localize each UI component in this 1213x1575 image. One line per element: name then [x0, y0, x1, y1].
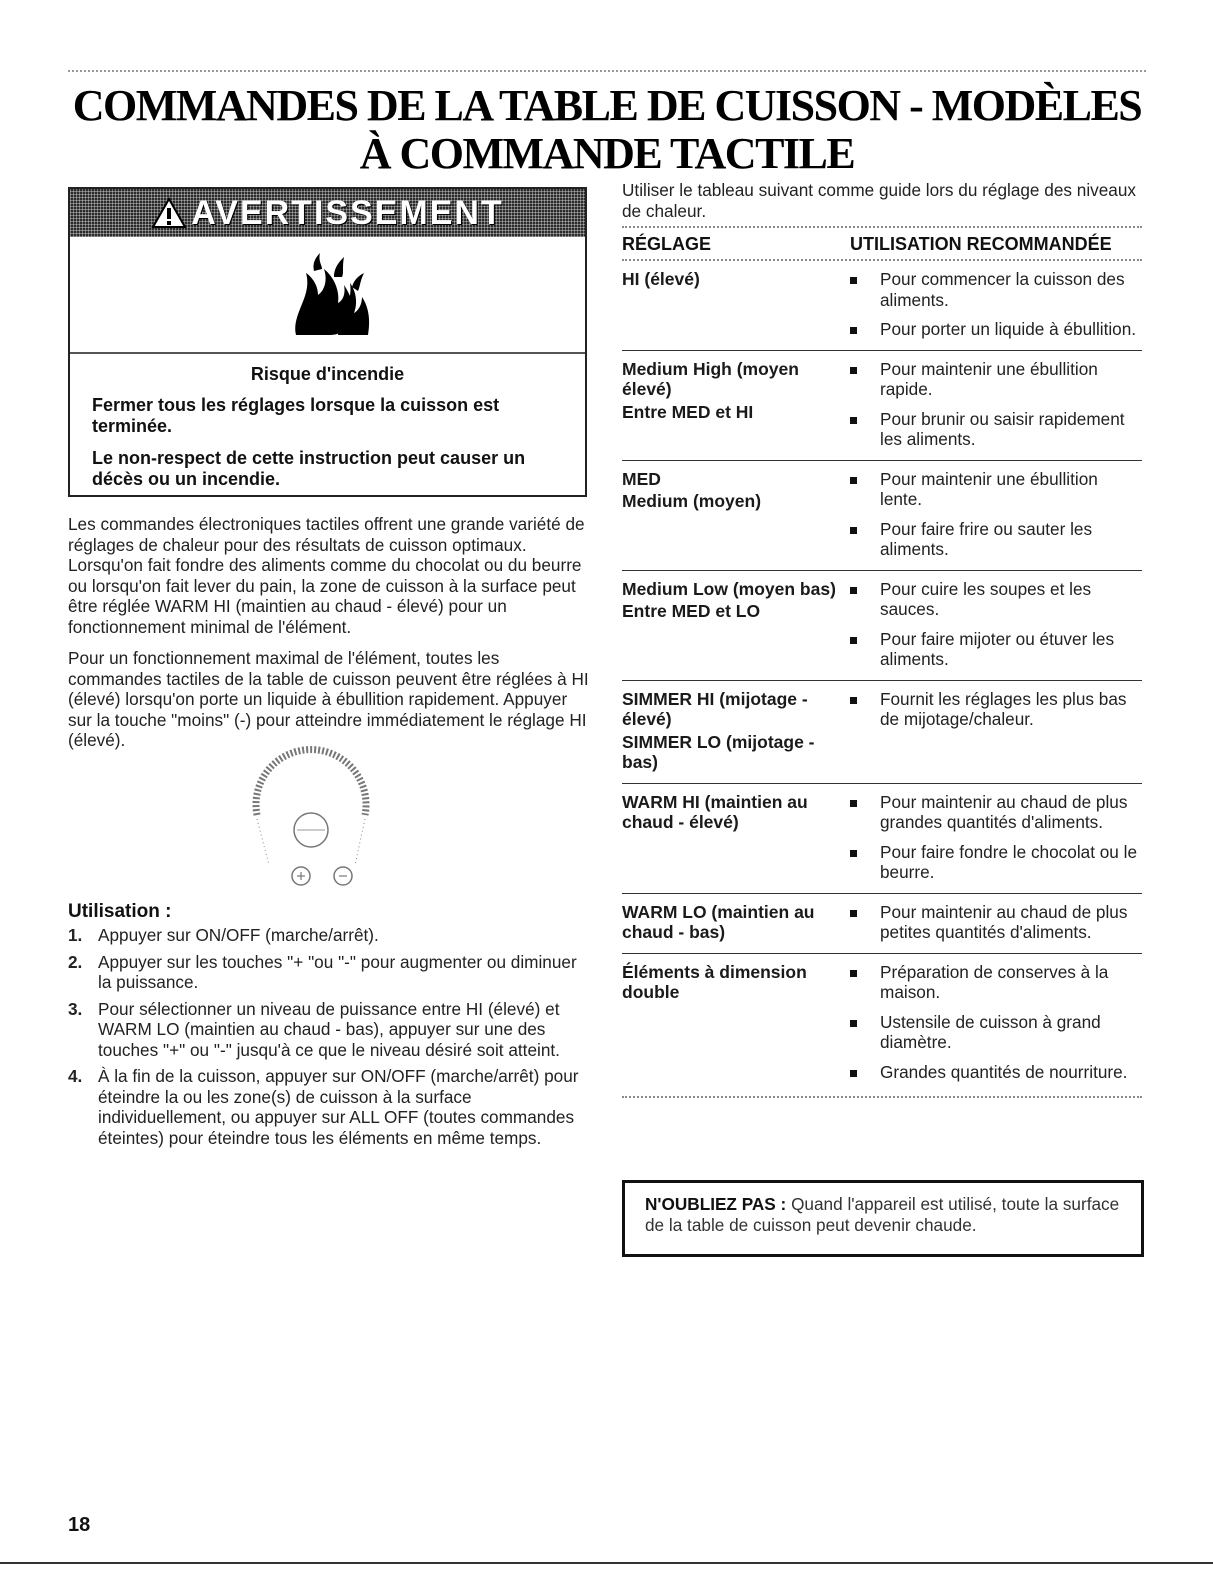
usage-step: 2. Appuyer sur les touches "+ "ou "-" pour augmenter ou diminuer la puissance.: [68, 951, 577, 992]
fire-pictogram-area: [70, 237, 585, 354]
bottom-rule: [0, 1562, 1213, 1564]
use-bullet: [850, 792, 1142, 833]
bullet-square-icon: [850, 269, 880, 310]
use-text: Grandes quantités de nourriture.: [880, 1061, 1128, 1082]
bullet-square-icon: [850, 962, 880, 1003]
use-bullet: [850, 842, 1142, 883]
use-cell: [850, 962, 1142, 1083]
use-bullet: [850, 269, 1142, 310]
setting-label: Medium Low (moyen bas): [622, 578, 836, 599]
note-text: Quand l'appareil est utilisé, toute la surface de la table de cuisson peut devenir chaude.: [645, 1194, 1120, 1235]
use-bullet: [850, 519, 1142, 560]
alert-triangle-icon: [151, 197, 187, 229]
use-bullet: [850, 1062, 1142, 1083]
use-text: Pour faire mijoter ou étuver les aliments.: [880, 628, 1115, 669]
page-title: COMMANDES DE LA TABLE DE CUISSON - MODÈLES À COMMANDE TACTILE: [72, 81, 1142, 178]
usage-step: 3. Pour sélectionner un niveau de puissance entre HI (élevé) et WARM LO (maintien au chaud - bas), appuyer sur une des touches "+" ou "-" jusqu'à ce que le niveau désiré soit atteint.: [68, 998, 560, 1060]
column-header-setting: RÉGLAGE: [622, 234, 712, 254]
use-cell: [850, 689, 1142, 773]
setting-label: Medium (moyen): [622, 491, 762, 511]
bullet-square-icon: [850, 579, 880, 620]
table-row: [622, 570, 1142, 680]
bullet-square-icon: [850, 842, 880, 883]
setting-label: SIMMER LO (mijotage - bas): [622, 731, 815, 772]
use-text: Ustensile de cuisson à grand diamètre.: [880, 1011, 1101, 1052]
bullet-square-icon: [850, 792, 880, 833]
use-cell: [850, 269, 1142, 340]
use-text: Pour faire fondre le chocolat ou le beurre.: [880, 841, 1138, 882]
setting-label: HI (élevé): [622, 269, 700, 289]
setting-label: Entre MED et LO: [622, 601, 761, 621]
table-row: [622, 783, 1142, 893]
use-bullet: [850, 359, 1142, 400]
use-text: Pour maintenir une ébullition rapide.: [880, 358, 1098, 399]
setting-label: Éléments à dimension double: [622, 961, 807, 1002]
fire-icon: [278, 247, 378, 342]
setting-label: WARM LO (maintien au chaud - bas): [622, 901, 815, 942]
usage-step: 4. À la fin de la cuisson, appuyer sur ON/OFF (marche/arrêt) pour éteindre la ou les zone(s) de cuisson à la surface individuellement, ou appuyer sur ALL OFF (toutes commandes éteintes) pour éteindre tous les éléments en même temps.: [68, 1066, 579, 1148]
setting-cell: [622, 579, 850, 670]
use-bullet: [850, 1012, 1142, 1053]
use-text: Pour cuire les soupes et les sauces.: [880, 578, 1092, 619]
setting-label: MED: [622, 468, 661, 489]
warning-header: [70, 189, 585, 237]
use-bullet: [850, 409, 1142, 450]
use-bullet: [850, 319, 1142, 340]
risk-label: Risque d'incendie: [250, 364, 405, 384]
intro-paragraph: Les commandes électroniques tactiles offrent une grande variété de réglages de chaleur pour des résultats de cuisson optimaux. Lorsqu'on fait fondre des aliments comme du chocolat ou du beurre ou lorsqu'on fait lever du pain, la zone de cuisson à la surface peut être réglée WARM HI (maintien au chaud - élevé) pour un fonctionnement minimal de l'élément.: [68, 514, 585, 637]
setting-cell: [622, 359, 850, 450]
bullet-square-icon: [850, 629, 880, 670]
table-row: [622, 350, 1142, 460]
setting-label: WARM HI (maintien au chaud - élevé): [622, 791, 808, 832]
table-row: [622, 261, 1142, 350]
use-cell: [850, 359, 1142, 450]
use-text: Pour maintenir au chaud de plus petites quantités d'aliments.: [880, 901, 1128, 942]
use-text: Pour porter un liquide à ébullition.: [880, 319, 1137, 339]
bullet-square-icon: [850, 319, 880, 340]
bullet-square-icon: [850, 409, 880, 450]
setting-cell: [622, 469, 850, 560]
use-cell: [850, 792, 1142, 883]
table-row: [622, 460, 1142, 570]
setting-cell: [622, 792, 850, 883]
setting-label: Medium High (moyen élevé): [622, 358, 799, 399]
setting-label: SIMMER HI (mijotage - élevé): [622, 688, 808, 729]
bullet-square-icon: [850, 359, 880, 400]
use-bullet: [850, 579, 1142, 620]
column-header-use: UTILISATION RECOMMANDÉE: [850, 234, 1112, 254]
use-text: Préparation de conserves à la maison.: [880, 961, 1109, 1002]
bullet-square-icon: [850, 689, 880, 730]
use-cell: [850, 579, 1142, 670]
table-intro: Utiliser le tableau suivant comme guide lors du réglage des niveaux de chaleur.: [622, 180, 1136, 221]
use-text: Pour maintenir une ébullition lente.: [880, 468, 1098, 509]
bullet-square-icon: [850, 902, 880, 943]
use-bullet: [850, 469, 1142, 510]
bullet-square-icon: [850, 1062, 880, 1083]
warning-body: [70, 354, 585, 490]
setting-cell: [622, 902, 850, 943]
bullet-square-icon: [850, 1012, 880, 1053]
use-bullet: [850, 902, 1142, 943]
setting-cell: [622, 269, 850, 340]
use-text: Pour maintenir au chaud de plus grandes quantités d'aliments.: [880, 791, 1128, 832]
top-dotted-rule: [68, 70, 1146, 72]
use-text: Pour faire frire ou sauter les aliments.: [880, 518, 1093, 559]
heat-settings-table: [622, 226, 1142, 1098]
table-row: [622, 953, 1142, 1093]
use-text: Pour commencer la cuisson des aliments.: [880, 269, 1125, 310]
use-text: Fournit les réglages les plus bas de mijotage/chaleur.: [880, 688, 1127, 729]
warning-box: [68, 187, 587, 497]
setting-cell: [622, 689, 850, 773]
max-power-paragraph: Pour un fonctionnement maximal de l'élément, toutes les commandes tactiles de la table de cuisson peuvent être réglées à HI (élevé) lorsqu'on porte un liquide à ébullition rapidement. Appuyer sur la touche "moins" (-) pour atteindre immédiatement le réglage HI (élevé).: [68, 648, 589, 750]
page-number: 18: [68, 1514, 91, 1536]
warning-title: AVERTISSEMENT: [191, 193, 504, 232]
setting-label: Entre MED et HI: [622, 401, 754, 422]
use-cell: [850, 469, 1142, 560]
warning-instruction: Fermer tous les réglages lorsque la cuisson est terminée.: [92, 395, 500, 436]
setting-cell: [622, 962, 850, 1083]
usage-heading: Utilisation :: [68, 901, 172, 922]
reminder-note: [622, 1180, 1144, 1257]
use-bullet: [850, 689, 1142, 730]
table-row: [622, 680, 1142, 783]
bullet-square-icon: [850, 519, 880, 560]
use-cell: [850, 902, 1142, 943]
touch-control-dial-illustration: [245, 745, 375, 895]
bullet-square-icon: [850, 469, 880, 510]
use-bullet: [850, 629, 1142, 670]
table-header: [622, 228, 1142, 259]
usage-step: 1. Appuyer sur ON/OFF (marche/arrêt).: [68, 925, 379, 945]
use-bullet: [850, 962, 1142, 1003]
note-label: N'OUBLIEZ PAS :: [645, 1194, 787, 1214]
warning-consequence: Le non-respect de cette instruction peut causer un décès ou un incendie.: [92, 448, 526, 489]
use-text: Pour brunir ou saisir rapidement les aliments.: [880, 408, 1125, 449]
table-row: [622, 893, 1142, 953]
usage-steps: [68, 925, 593, 1154]
